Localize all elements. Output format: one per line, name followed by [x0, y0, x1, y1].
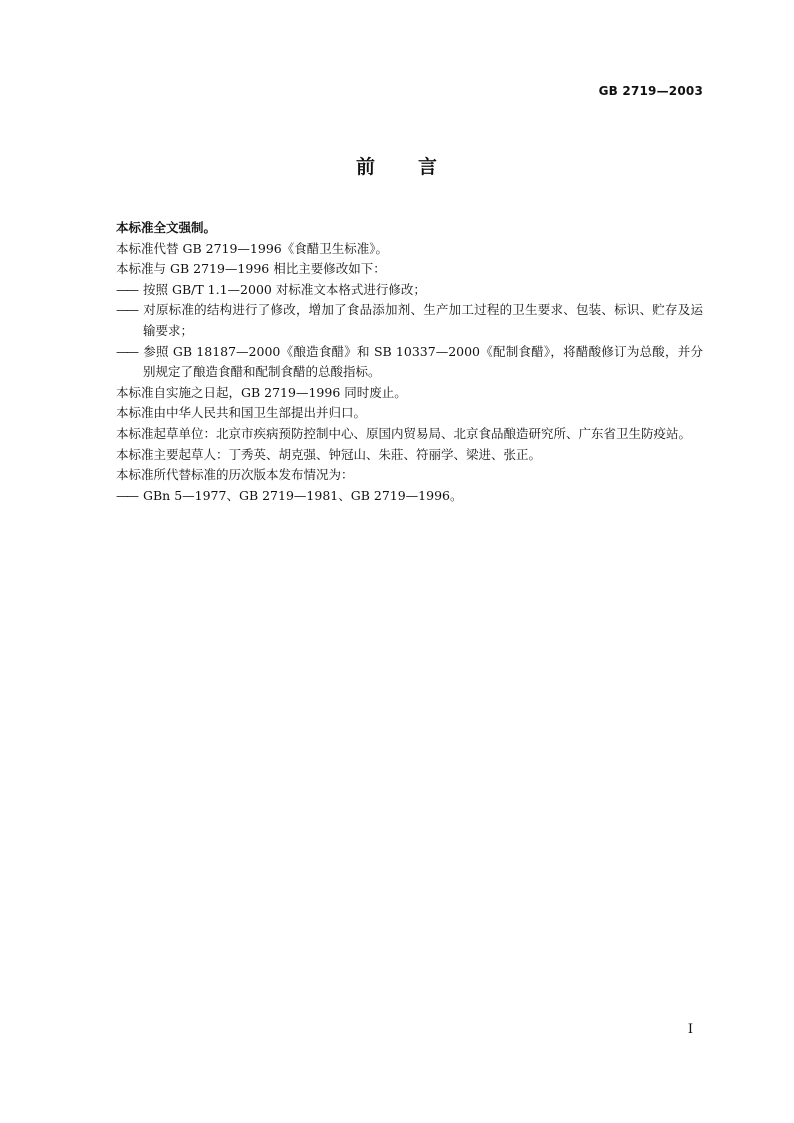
paragraph-history-intro: 本标准所代替标准的历次版本发布情况为： — [116, 467, 354, 483]
title-char-1: 前 — [355, 156, 376, 178]
paragraph-drafting-units: 本标准起草单位：北京市疾病预防控制中心、原国内贸易局、北京食品酿造研究所、广东省卫生防疫站。 — [116, 425, 692, 441]
change-item-text: 对原标准的结构进行了修改，增加了食品添加剂、生产加工过程的卫生要求、包装、标识、贮存及运输要求； — [143, 302, 703, 338]
paragraph-mandatory: 本标准全文强制。 — [116, 220, 217, 235]
title-char-2: 言 — [418, 156, 439, 178]
page-title — [0, 152, 794, 179]
page-number: I — [687, 1022, 693, 1037]
preface-body — [91, 218, 703, 506]
dash-mark: —— — [116, 302, 137, 318]
paragraph-drafters: 本标准主要起草人：丁秀英、胡克强、钟冠山、朱莊、符丽学、梁进、张正。 — [116, 446, 542, 462]
change-item-3 — [91, 342, 703, 383]
history-item — [91, 486, 703, 507]
change-item-1 — [91, 280, 703, 301]
paragraph-changes-intro: 本标准与 GB 2719—1996 相比主要修改如下： — [116, 261, 386, 277]
dash-mark: —— — [116, 281, 137, 297]
change-item-text: 参照 GB 18187—2000《酿造食醋》和 SB 10337—2000《配制食醋》，将醋酸修订为总酸，并分别规定了酿造食醋和配制食醋的总酸指标。 — [143, 343, 703, 380]
dash-mark: —— — [116, 487, 137, 503]
change-item-text: 按照 GB/T 1.1—2000 对标准文本格式进行修改； — [143, 281, 426, 297]
paragraph-proposed-by: 本标准由中华人民共和国卫生部提出并归口。 — [116, 405, 367, 421]
change-item-2 — [91, 300, 703, 341]
paragraph-effective: 本标准自实施之日起，GB 2719—1996 同时废止。 — [116, 384, 407, 400]
paragraph-replaces: 本标准代替 GB 2719—1996《食醋卫生标准》。 — [116, 240, 388, 256]
standard-code: GB 2719—2003 — [598, 84, 703, 98]
history-item-text: GBn 5—1977、GB 2719—1981、GB 2719—1996。 — [143, 487, 463, 503]
dash-mark: —— — [116, 343, 137, 359]
